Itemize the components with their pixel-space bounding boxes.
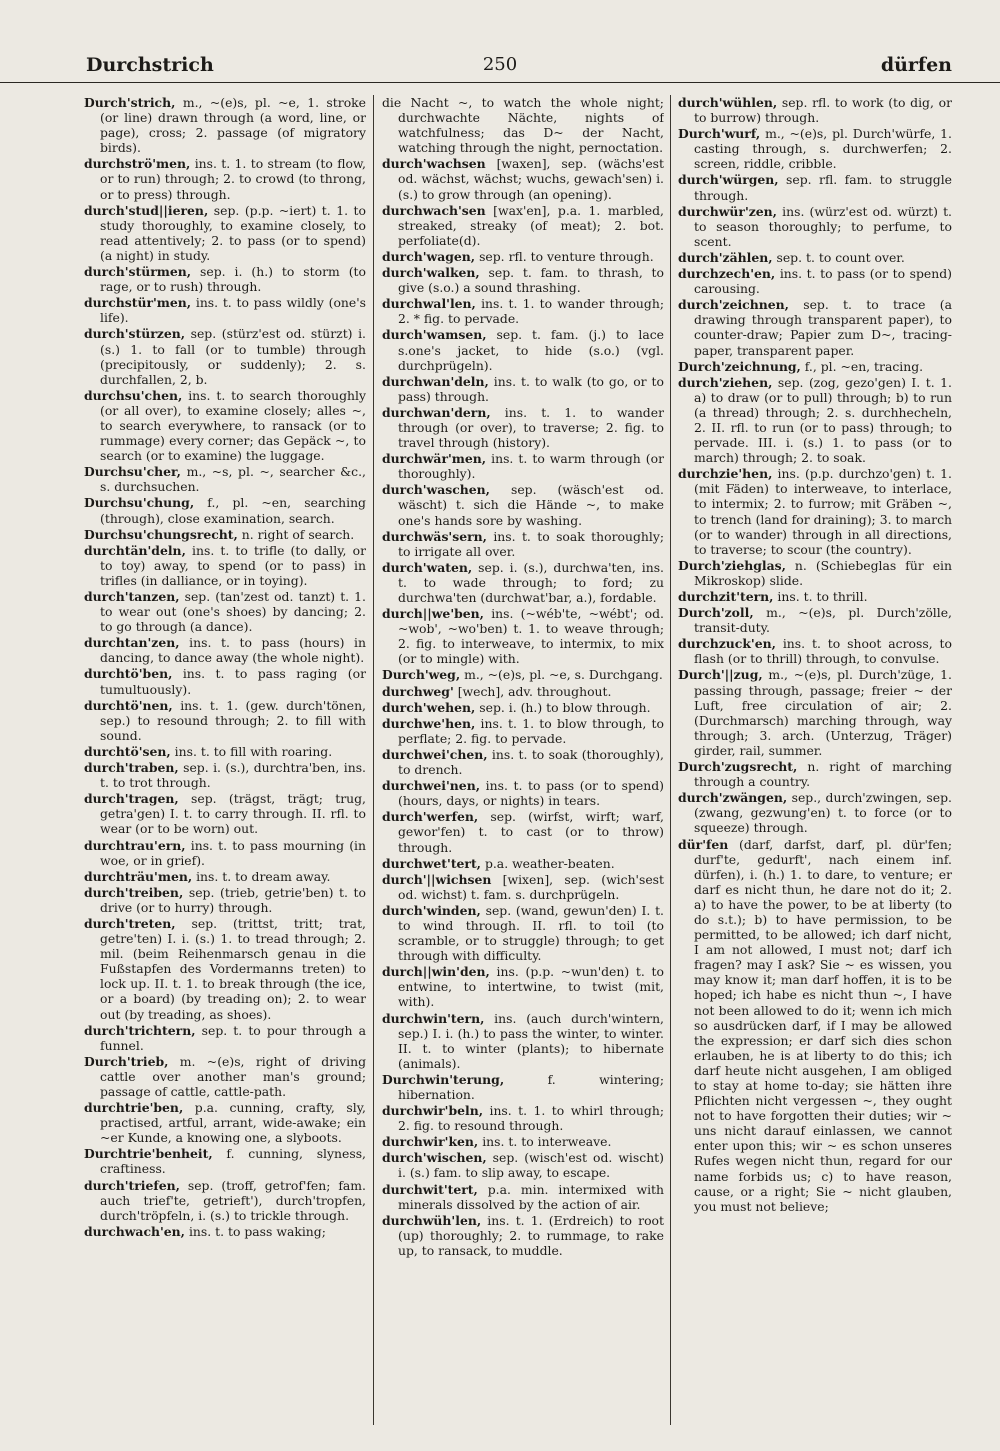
headword: durchweg': [382, 683, 454, 699]
headword: durchwe'hen,: [382, 715, 476, 731]
headword: durchzech'en,: [678, 266, 776, 282]
dictionary-entry: [382, 405, 664, 450]
entry-definition: [wixen], sep. (wich'sest od. wichst) t. fam. s. durchprügeln.: [398, 871, 664, 902]
entry-definition: ins. t. 1. to wander through (or over), to traverse; 2. fig. to travel through (history).: [398, 404, 664, 451]
headword: Durch'strich,: [84, 95, 176, 110]
entry-definition: ins. t. 1. (gew. durch'tönen, sep.) to resound through; 2. to fill with sound.: [100, 697, 366, 743]
dictionary-entry: [382, 265, 664, 295]
dictionary-entry: [84, 1023, 366, 1053]
headword: Durch'trieb,: [84, 1053, 169, 1069]
dictionary-entry: [84, 1146, 366, 1176]
dictionary-entry: [678, 375, 952, 466]
dictionary-entry: [84, 589, 366, 634]
entry-definition: sep. i. (s.), durchtra'ben, ins. t. to trot through.: [100, 760, 366, 791]
headword: durchtö'ben,: [84, 666, 173, 682]
dictionary-entry: [84, 760, 366, 790]
column-divider: [373, 95, 374, 1425]
headword: Durchtrie'benheit,: [84, 1146, 213, 1162]
dictionary-entry: [678, 837, 952, 1214]
dictionary-column-1: [84, 95, 366, 1425]
dictionary-entry: [84, 666, 366, 696]
headword: Durch'ziehglas,: [678, 557, 786, 573]
dictionary-entry: [382, 156, 664, 201]
entry-definition: n. (Schiebeglas für ein Mikroskop) slide.: [694, 557, 952, 588]
dictionary-entry: [382, 716, 664, 746]
headword: durch||we'ben,: [382, 606, 484, 622]
dictionary-entry: [84, 698, 366, 743]
entry-definition: ins. (auch durch'wintern, sep.) I. i. (h.) to pass the winter, to winter. II. t. to winter (plants); to hibernate (animals).: [398, 1010, 664, 1071]
dictionary-entry: [84, 916, 366, 1022]
headword: durch'waschen,: [382, 482, 490, 498]
dictionary-entry: [382, 747, 664, 777]
running-header: [0, 48, 1000, 83]
headword: durchwei'nen,: [382, 778, 481, 794]
entry-definition: ins. t. to thrill.: [773, 589, 868, 604]
headword: durchsu'chen,: [84, 387, 183, 403]
entry-definition: ins. t. to walk (to go, or to pass) through.: [398, 373, 664, 404]
entry-definition: ins. t. to trifle (to dally, or to toy) away, to spend (or to pass) in trifles (in dalliance, or in toying).: [100, 542, 366, 588]
headword: dür'fen: [678, 836, 729, 852]
dictionary-entry: [382, 856, 664, 871]
headword: durchströ'men,: [84, 156, 191, 172]
dictionary-entry: [84, 543, 366, 588]
dictionary-entry: [678, 95, 952, 125]
entry-definition: sep. t. to count over.: [772, 249, 905, 265]
entry-definition: ins. t. 1. (Erdreich) to root (up) thoroughly; 2. to rummage, to rake up, to ransack, to muddle.: [398, 1212, 664, 1258]
headword: durch'wühlen,: [678, 95, 778, 110]
dictionary-entry: [678, 605, 952, 635]
dictionary-entry: [382, 327, 664, 372]
dictionary-entry: [382, 451, 664, 481]
dictionary-entry: [678, 297, 952, 357]
headword: durchwäs'sern,: [382, 528, 487, 544]
entry-definition: ins. (~wéb'te, ~wébt'; od. ~wob', ~wo'ben) t. 1. to weave through; 2. fig. to interweave, to intermix, to mix (or to mingle) with.: [398, 606, 664, 667]
dictionary-entry: [84, 495, 366, 525]
headword: durchtrau'ern,: [84, 837, 186, 853]
entry-definition: f., pl. ~en, tracing.: [800, 358, 924, 374]
dictionary-entry: [84, 95, 366, 155]
headword: durch'stürmen,: [84, 264, 192, 280]
headword: Durch'weg,: [382, 667, 461, 683]
dictionary-entry: [382, 1011, 664, 1071]
headword: durch'ziehen,: [678, 374, 773, 390]
dictionary-entry: [382, 903, 664, 963]
headword: durchzie'hen,: [678, 466, 773, 482]
dictionary-entry: [678, 126, 952, 171]
entry-definition: ins. (würz'est od. würzt) t. to season thoroughly; to perfume, to scent.: [694, 203, 952, 249]
entry-definition: ins. t. 1. to blow through, to perflate; 2. fig. to pervade.: [398, 715, 664, 746]
entry-definition: [wax'en], p.a. 1. marbled, streaked, streaky (of meat); 2. bot. perfoliate(d).: [398, 202, 664, 248]
headword: durchwür'zen,: [678, 203, 777, 219]
dictionary-entry: [678, 172, 952, 202]
dictionary-entry: [382, 374, 664, 404]
entry-definition: sep. (wand, gewun'den) I. t. to wind through. II. rfl. to toil (to scramble, or to struggle) through; to get through with difficulty.: [398, 902, 664, 964]
headword: Durch'zugsrecht,: [678, 759, 798, 775]
dictionary-entry: [382, 1134, 664, 1149]
headword: durchwan'deln,: [382, 373, 489, 389]
headword: Durchwin'terung,: [382, 1071, 505, 1087]
entry-definition: sep. rfl. to venture through.: [475, 248, 654, 264]
entry-definition: m., ~(e)s, pl. ~e, s. Durchgang.: [460, 667, 663, 683]
dictionary-entry: [84, 744, 366, 759]
entry-definition: sep. (trägst, trägt; trug, getra'gen) I. t. to carry through. II. rfl. to wear (or to be worn) out.: [100, 791, 366, 837]
entry-definition: f. wintering; hibernation.: [398, 1071, 664, 1102]
dictionary-entry: [84, 1224, 366, 1239]
entry-definition: ins. (p.p. ~wun'den) t. to entwine, to intertwine, to twist (mit, with).: [398, 964, 664, 1010]
headword: durch'winden,: [382, 902, 481, 918]
dictionary-entry: [382, 560, 664, 605]
entry-definition: sep. t. to pour through a funnel.: [100, 1022, 366, 1053]
dictionary-entry: [84, 264, 366, 294]
entry-definition: sep. (stürz'est od. stürzt) i. (s.) 1. to fall (or to tumble) through (precipitously, or suddenly); 2. s. durchfallen, 2, b.: [100, 326, 366, 387]
headword: durchstür'men,: [84, 295, 192, 311]
dictionary-entry: [84, 203, 366, 263]
entry-definition: sep. t. to trace (a drawing through transparent paper), to counter-draw; Papier zum D~, tracing-paper, transparent paper.: [694, 297, 952, 358]
dictionary-entry: [382, 296, 664, 326]
dictionary-entry: [382, 872, 664, 902]
entry-definition: n. right of marching through a country.: [694, 759, 952, 790]
headword: durchwan'dern,: [382, 404, 491, 420]
entry-definition: ins. t. to pass (or to spend) (hours, days, or nights) in tears.: [398, 778, 664, 809]
headword: durchzit'tern,: [678, 589, 774, 604]
entry-definition: sep. (wisch'est od. wischt) i. (s.) fam. to slip away, to escape.: [398, 1150, 664, 1181]
entry-definition: p.a. cunning, crafty, sly, practised, artful, arrant, wide-awake; ein ~er Kunde, a knowing one, a slyboots.: [100, 1100, 366, 1146]
dictionary-entry: [84, 869, 366, 884]
headword: durchwär'men,: [382, 451, 487, 467]
entry-definition: (darf, darfst, darf, pl. dür'fen; durf'te, gedurft', nach einem inf. dürfen), i. (h.) 1. to dare, to venture; er darf es nicht thun, he dare not do it; 2. a) to have the power, to be at liberty (to do s.t.); b) to have permission, to be permitted, to be allowed; ich darf nicht, I am not allowed, I must not; darf ich fragen? may I ask? Sie ~ es wissen, you may know it; man darf hoffen, it is to be hoped; ich habe es nicht thun ~, I have not been allowed to do it; wenn ich mich so ausdrücken darf, if I may be allowed the expression; er darf sich dies schon erlauben, he is at liberty to do this; ich darf heute nicht ausgehen, I am obliged to stay at home to-day; sie hätten ihre Pflichten nicht vergessen ~, they ought not to have forgotten their duties; wir ~ uns nicht darauf einlassen, we cannot enter upon this; wir ~ es schon unseres Rufes wegen nicht thun, regard for our name forbids us; c) to have reason, cause, or a right; Sie ~ nicht glauben, you must not believe;: [694, 836, 952, 1214]
entry-definition: n. right of search.: [237, 526, 355, 542]
dictionary-entry: [382, 1150, 664, 1180]
headword: durch'||wichsen: [382, 871, 492, 887]
headword: durchwüh'len,: [382, 1212, 482, 1228]
dictionary-entry: [84, 1100, 366, 1145]
dictionary-entry: [382, 964, 664, 1009]
dictionary-entry: [84, 635, 366, 665]
page-number: 250: [482, 54, 518, 75]
dictionary-column-2: [382, 95, 664, 1425]
entry-definition: ins. t. to pass wildly (one's life).: [100, 295, 366, 326]
headword: durchwir'beln,: [382, 1103, 484, 1119]
dictionary-entry: [382, 203, 664, 248]
entry-definition: ins. t. to interweave.: [478, 1134, 612, 1150]
entry-definition: ins. t. to pass raging (or tumultuously).: [100, 666, 366, 697]
entry-definition: [waxen], sep. (wächs'est od. wächst, wächst; wuchs, gewach'sen) i. (s.) to grow through (an opening).: [398, 156, 664, 202]
dictionary-entry: [84, 464, 366, 494]
entry-definition: ins. t. to shoot across, to flash (or to thrill) through, to convulse.: [694, 636, 952, 667]
entry-definition: ins. t. 1. to stream (to flow, or to run) through; 2. to crowd (to throng, or to press) through.: [100, 156, 366, 202]
dictionary-entry: [382, 482, 664, 527]
headword: durch'waten,: [382, 559, 473, 575]
entry-definition: m., ~(e)s, pl. Durch'würfe, 1. casting through, s. durchwerfen; 2. screen, riddle, cribble.: [694, 126, 952, 172]
entry-definition: ins. t. 1. to wander through; 2. * fig. to pervade.: [398, 296, 664, 327]
headword: durchwit'tert,: [382, 1181, 478, 1197]
headword: durchtö'sen,: [84, 743, 171, 759]
entry-definition: m., ~s, pl. ~, searcher &c., s. durchsuchen.: [100, 464, 366, 495]
headword: durchwir'ken,: [382, 1134, 479, 1150]
dictionary-entry: [678, 790, 952, 835]
dictionary-entry: [678, 667, 952, 758]
dictionary-entry: [382, 809, 664, 854]
dictionary-entry: [382, 1103, 664, 1133]
dictionary-entry: [84, 527, 366, 542]
dictionary-entry: [678, 266, 952, 296]
entry-definition: sep. (tan'zest od. tanzt) t. 1. to wear out (one's shoes) by dancing; 2. to go through (a dance).: [100, 589, 366, 635]
dictionary-entry: [382, 1213, 664, 1258]
headword: durch'tanzen,: [84, 589, 180, 604]
dictionary-entry: [678, 558, 952, 588]
entry-definition: ins. t. to pass mourning (in woe, or in grief).: [100, 837, 366, 868]
headword: durchträu'men,: [84, 868, 193, 884]
entry-definition: ins. (p.p. durchzo'gen) t. 1. (mit Fäden) to interweave, to interlace, to intermix; 2. to furrow; mit Gräben ~, to trench (land for draining); 3. to march (or to wander) through in all directions, to traverse; to scour (the country).: [694, 466, 952, 557]
dictionary-entry: [84, 388, 366, 463]
dictionary-entry: [84, 885, 366, 915]
entry-definition: sep. (zog, gezo'gen) I. t. 1. a) to draw (or to pull) through; b) to run (a thread) through; 2. s. durchhecheln, 2. II. rfl. to run (or to pass) through; to pervade. III. i. (s.) 1. to pass (or to march) through; 2. to soak.: [694, 374, 952, 466]
headword: durch'stürzen,: [84, 326, 186, 342]
headword: durchtan'zen,: [84, 635, 180, 651]
entry-definition: [wech], adv. throughout.: [453, 683, 612, 699]
entry-definition: ins. t. to pass waking;: [185, 1223, 326, 1239]
headword: durch'wachsen: [382, 156, 486, 172]
headword: durchtrie'ben,: [84, 1100, 184, 1116]
entry-definition: ins. t. 1. to whirl through; 2. fig. to resound through.: [398, 1103, 664, 1134]
headword: durch'walken,: [382, 265, 480, 281]
headword: durchwal'len,: [382, 296, 476, 312]
entry-definition: f. cunning, slyness, craftiness.: [100, 1146, 366, 1177]
headword: Durchsu'chung,: [84, 495, 195, 511]
entry-definition: ins. t. to fill with roaring.: [170, 743, 333, 759]
entry-definition: ins. t. to soak thoroughly; to irrigate all over.: [398, 528, 664, 559]
dictionary-entry: [382, 1182, 664, 1212]
headword: durch'treiben,: [84, 884, 184, 900]
entry-definition: m., ~(e)s, pl. ~e, 1. stroke (or line) drawn through (a word, line, or page), cross; 2. passage (of migratory birds).: [100, 95, 366, 156]
dictionary-entry: [678, 204, 952, 249]
dictionary-entry: [678, 759, 952, 789]
headword: durch'wagen,: [382, 248, 476, 264]
headword: Durch'zeichnung,: [678, 358, 801, 374]
entry-definition: ins. t. to search thoroughly (or all over), to examine closely; alles ~, to search everywhere, to ransack (or to rummage) every corner; das Gepäck ~, to search (or to examine) the luggage.: [100, 387, 366, 464]
headword: durch'würgen,: [678, 172, 779, 188]
dictionary-entry: [678, 466, 952, 557]
entry-definition: sep. rfl. to work (to dig, or to burrow) through.: [694, 95, 952, 126]
headword: durchzuck'en,: [678, 636, 776, 652]
entry-definition: sep. i. (h.) to blow through.: [475, 699, 651, 715]
dictionary-entry: [382, 700, 664, 715]
headword: durchtän'deln,: [84, 542, 186, 558]
headword: durch'wamsen,: [382, 327, 487, 343]
entry-definition: ins. t. to pass (hours) in dancing, to dance away (the whole night).: [100, 635, 366, 666]
entry-definition: sep. t. fam. (j.) to lace s.one's jacket, to hide (s.o.) (vgl. durchprügeln).: [398, 327, 664, 373]
dictionary-entry: [382, 249, 664, 264]
entry-definition: m., ~(e)s, pl. Durch'zölle, transit-duty.: [694, 605, 952, 636]
dictionary-entry: [382, 667, 664, 682]
dictionary-column-3: [678, 95, 952, 1425]
headword: Durchsu'cher,: [84, 464, 181, 480]
headword: durch'wischen,: [382, 1150, 487, 1166]
entry-definition: ins. t. to warm through (or thoroughly).: [398, 451, 664, 482]
dictionary-entry: [678, 589, 952, 604]
headword: durch'zwängen,: [678, 790, 788, 806]
headword: Durch'||zug,: [678, 667, 763, 683]
headword: Durch'zoll,: [678, 605, 754, 621]
dictionary-entry: [84, 326, 366, 386]
dictionary-entry: [382, 95, 664, 155]
dictionary-entry: [678, 636, 952, 666]
headword: durchwach'sen: [382, 202, 486, 218]
dictionary-entry: [84, 156, 366, 201]
entry-definition: sep. (p.p. ~iert) t. 1. to study thoroughly, to examine closely, to read attentively; 2. to pass (or to spend) (a night) in study.: [100, 202, 366, 263]
entry-definition: sep. t. fam. to thrash, to give (s.o.) a sound thrashing.: [398, 265, 664, 296]
entry-definition: sep. (wirfst, wirft; warf, gewor'fen) t. to cast (or to throw) through.: [398, 809, 664, 855]
entry-definition: m. ~(e)s, right of driving cattle over another man's ground; passage of cattle, cattle-path.: [100, 1053, 366, 1099]
headword: durch'wehen,: [382, 699, 476, 715]
headword: durch'traben,: [84, 760, 179, 776]
entry-definition: sep. (wäsch'est od. wäscht) t. sich die Hände ~, to make one's hands sore by washing.: [398, 482, 664, 528]
header-left-catchword: Durchstrich: [86, 54, 214, 76]
headword: durch||win'den,: [382, 964, 490, 980]
headword: durch'tragen,: [84, 791, 179, 807]
entry-definition: sep. (troff, getrof'fen; fam. auch trief'te, getrieft'), durch'tropfen, durch'tröpfeln, i. (s.) to trickle through.: [100, 1177, 366, 1223]
headword: durch'triefen,: [84, 1177, 180, 1193]
dictionary-entry: [84, 1178, 366, 1223]
entry-definition: sep., durch'zwingen, sep. (zwang, gezwung'en) t. to force (or to squeeze) through.: [694, 790, 952, 836]
dictionary-entry: [382, 778, 664, 808]
dictionary-entry: [84, 838, 366, 868]
headword: Durchsu'chungsrecht,: [84, 526, 238, 542]
headword: Durch'wurf,: [678, 126, 761, 142]
dictionary-entry: [678, 250, 952, 265]
headword: durchwei'chen,: [382, 746, 488, 762]
entry-definition: sep. (trieb, getrie'ben) t. to drive (or to hurry) through.: [100, 884, 366, 915]
entry-definition: f., pl. ~en, searching (through), close examination, search.: [100, 495, 366, 526]
entry-definition: sep. rfl. fam. to struggle through.: [694, 172, 952, 203]
headword: durch'werfen,: [382, 809, 479, 825]
dictionary-entry: [84, 1054, 366, 1099]
entry-definition: ins. t. to dream away.: [192, 868, 331, 884]
entry-definition: sep. i. (s.), durchwa'ten, ins. t. to wade through; to ford; zu durchwa'ten (durchwat'bar, a.), fordable.: [398, 559, 664, 605]
headword: durch'zeichnen,: [678, 297, 789, 313]
headword: durch'zählen,: [678, 249, 773, 265]
headword: durchtö'nen,: [84, 697, 173, 713]
dictionary-entry: [382, 684, 664, 699]
column-divider: [670, 95, 671, 1425]
dictionary-entry: [382, 606, 664, 666]
entry-definition: p.a. weather-beaten.: [481, 855, 615, 871]
headword: durch'treten,: [84, 915, 176, 931]
dictionary-entry: [382, 1072, 664, 1102]
headword: durchwet'tert,: [382, 855, 481, 871]
entry-definition: die Nacht ~, to watch the whole night; durchwachte Nächte, nights of watchfulness; das D~ der Nacht, watching through the night, pernoctation.: [382, 95, 664, 156]
dictionary-entry: [382, 529, 664, 559]
entry-definition: p.a. min. intermixed with minerals dissolved by the action of air.: [398, 1181, 664, 1212]
headword: durchwach'en,: [84, 1223, 186, 1239]
dictionary-entry: [84, 295, 366, 325]
entry-definition: ins. t. to pass (or to spend) carousing.: [694, 266, 952, 297]
dictionary-entry: [678, 359, 952, 374]
header-right-catchword: dürfen: [880, 54, 952, 76]
headword: durchwin'tern,: [382, 1010, 485, 1026]
dictionary-entry: [84, 791, 366, 836]
entry-definition: sep. (trittst, tritt; trat, getre'ten) I. i. (s.) 1. to tread through; 2. mil. (beim Reihenmarsch genau in die Fußstapfen des Vordermanns treten) to lock up. II. t. 1. to break through (the ice, or a board) (by treading on); 2. to wear out (by treading, as shoes).: [100, 915, 366, 1022]
headword: durch'stud||ieren,: [84, 202, 209, 218]
entry-definition: sep. i. (h.) to storm (to rage, or to rush) through.: [100, 264, 366, 295]
headword: durch'trichtern,: [84, 1022, 196, 1038]
entry-definition: ins. t. to soak (thoroughly), to drench.: [398, 746, 664, 778]
entry-definition: m., ~(e)s, pl. Durch'züge, 1. passing through, passage; freier ~ der Luft, free circulation of air; 2. (Durchmarsch) marching through, way through; 3. arch. (Unterzug, Träger) girder, rail, summer.: [694, 667, 952, 758]
